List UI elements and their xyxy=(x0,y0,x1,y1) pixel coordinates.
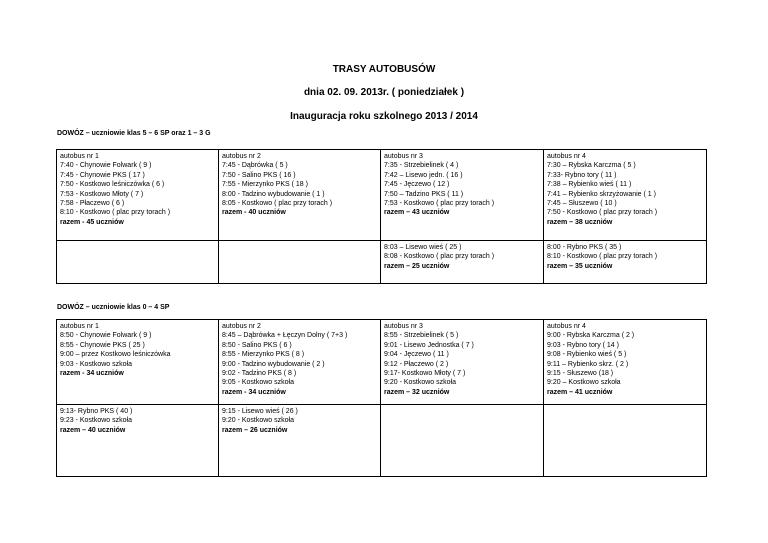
bus-cell-empty xyxy=(381,405,544,477)
stop-line: 9:03 - Rybno tory ( 14 ) xyxy=(547,341,619,349)
table-row xyxy=(57,320,707,405)
stop-line: 8:08 - Kostkowo ( plac przy torach ) xyxy=(384,253,495,261)
bus-total: razem – 26 uczniów xyxy=(222,426,288,434)
stop-line: 7:45 - Jęczewo ( 12 ) xyxy=(384,181,450,189)
stop-line: 8:55 - Mierzynko PKS ( 8 ) xyxy=(222,351,305,359)
stop-line: 9:02 - Tadzino PKS ( 8 ) xyxy=(222,370,297,378)
bus-total: razem - 45 uczniów xyxy=(60,218,124,226)
stop-line: 7:35 - Strzebielinek ( 4 ) xyxy=(384,162,459,170)
stop-line: 9:15 - Słuszewo (18 ) xyxy=(547,370,614,378)
document-date: dnia 02. 09. 2013r. ( poniedziałek ) xyxy=(303,87,465,98)
stop-line: 7:50 – Tadzino PKS ( 11 ) xyxy=(384,190,464,198)
document-occasion: Inauguracja roku szkolnego 2013 / 2014 xyxy=(290,111,478,122)
bus-cell xyxy=(381,241,544,284)
bus-cell xyxy=(219,405,381,477)
stop-line: 7:41 – Rybienko skrzyżowanie ( 1 ) xyxy=(547,190,656,198)
bus-title: autobus nr 3 xyxy=(384,323,423,330)
stop-line: 7:45 - Dąbrówka ( 5 ) xyxy=(222,162,288,170)
bus-cell-empty xyxy=(57,241,219,284)
stop-line: 8:05 - Kostkowo ( plac przy torach ) xyxy=(222,200,333,208)
stop-line: 8:50 - Chynowie Folwark ( 9 ) xyxy=(60,332,152,340)
stop-line: 7:50 - Salino PKS ( 16 ) xyxy=(222,171,296,179)
bus-cell xyxy=(544,320,707,405)
bus-total: razem - 34 uczniów xyxy=(222,388,286,396)
stop-line: 9:05 - Kostkowo szkoła xyxy=(222,379,294,387)
stop-line: 8:10 - Kostkowo ( plac przy torach ) xyxy=(547,253,658,261)
bus-cell xyxy=(219,150,381,241)
stop-line: 9:00 - Rybska Karczma ( 2 ) xyxy=(547,332,635,340)
bus-title: autobus nr 4 xyxy=(547,323,586,330)
stop-line: 9:00 - Tadzino wybudowanie ( 2 ) xyxy=(222,360,325,368)
bus-total: razem - 34 uczniów xyxy=(60,370,124,378)
stop-line: 8:10 - Kostkowo ( plac przy torach ) xyxy=(60,209,171,217)
stop-line: 8:50 - Salino PKS ( 6 ) xyxy=(222,341,292,349)
section-heading-grades-5-6: DOWÓZ – uczniowie klas 5 – 6 SP oraz 1 – 3 G xyxy=(57,130,211,137)
stop-line: 7:38 – Rybienko wieś ( 11 ) xyxy=(547,181,632,189)
bus-cell xyxy=(57,405,219,477)
stop-line: 9:20 - Kostkowo szkoła xyxy=(384,379,456,387)
bus-total: razem – 32 uczniów xyxy=(384,388,450,396)
document-title: TRASY AUTOBUSÓW xyxy=(332,64,436,75)
bus-total: razem – 40 uczniów xyxy=(60,426,126,434)
schedule-table-grades-0-4 xyxy=(56,319,707,477)
stop-line: 8:00 - Tadzino wybudowanie ( 1 ) xyxy=(222,190,325,198)
bus-total: razem – 41 uczniów xyxy=(547,388,613,396)
stop-line: 7:55 - Mierzynko PKS ( 18 ) xyxy=(222,181,308,189)
stop-line: 7:45 - Chynowie PKS ( 17 ) xyxy=(60,171,145,179)
bus-title: autobus nr 1 xyxy=(60,323,99,330)
bus-total: razem – 38 uczniów xyxy=(547,218,613,226)
bus-title: autobus nr 2 xyxy=(222,153,261,160)
stop-line: 9:00 – przez Kostkowo leśniczówka xyxy=(60,351,171,359)
stop-line: 8:00 - Rybno PKS ( 35 ) xyxy=(547,244,622,251)
bus-cell-empty xyxy=(219,241,381,284)
table-row xyxy=(57,150,707,241)
table-row xyxy=(57,405,707,477)
stop-line: 9:03 - Kostkowo szkoła xyxy=(60,360,132,368)
bus-total: razem – 35 uczniów xyxy=(547,262,613,270)
stop-line: 7:53 - Kostkowo ( plac przy torach ) xyxy=(384,200,495,208)
stop-line: 7:33- Rybno tory ( 11 ) xyxy=(547,171,617,179)
stop-line: 9:20 - Kostkowo szkoła xyxy=(222,417,294,425)
bus-cell xyxy=(57,320,219,405)
bus-title: autobus nr 3 xyxy=(384,153,423,160)
bus-total: razem - 40 uczniów xyxy=(222,209,286,217)
stop-line: 9:17- Kostkowo Młoty ( 7 ) xyxy=(384,370,466,378)
bus-total: razem – 43 uczniów xyxy=(384,209,450,217)
stop-line: 9:13- Rybno PKS ( 40 ) xyxy=(60,408,133,415)
bus-title: autobus nr 4 xyxy=(547,153,586,160)
bus-cell xyxy=(57,150,219,241)
bus-cell xyxy=(381,320,544,405)
bus-cell xyxy=(219,320,381,405)
bus-title: autobus nr 1 xyxy=(60,153,99,160)
bus-cell xyxy=(544,241,707,284)
bus-cell-empty xyxy=(544,405,707,477)
stop-line: 9:01 - Lisewo Jednostka ( 7 ) xyxy=(384,341,474,349)
stop-line: 7:53 - Kostkowo Młoty ( 7 ) xyxy=(60,190,144,198)
stop-line: 7:40 - Chynowie Folwark ( 9 ) xyxy=(60,162,152,170)
bus-cell xyxy=(381,150,544,241)
bus-cell xyxy=(544,150,707,241)
stop-line: 9:23 - Kostkowo szkoła xyxy=(60,417,132,425)
stop-line: 7:50 - Kostkowo leśniczówka ( 6 ) xyxy=(60,181,165,189)
table-row xyxy=(57,241,707,284)
stop-line: 8:45 – Dąbrówka + Łęczyn Dolny ( 7+3 ) xyxy=(222,332,348,340)
stop-line: 7:30 – Rybska Karczma ( 5 ) xyxy=(547,162,636,170)
bus-title: autobus nr 2 xyxy=(222,323,261,330)
stop-line: 8:55 - Chynowie PKS ( 25 ) xyxy=(60,341,145,349)
schedule-table-grades-5-6 xyxy=(56,149,707,284)
stop-line: 7:50 - Kostkowo ( plac przy torach ) xyxy=(547,209,658,217)
stop-line: 9:15 - Lisewo wieś ( 26 ) xyxy=(222,408,298,415)
stop-line: 9:20 – Kostkowo szkoła xyxy=(547,379,621,387)
stop-line: 7:45 – Słuszewo ( 10 ) xyxy=(547,200,617,208)
stop-line: 7:58 - Płaczewo ( 6 ) xyxy=(60,200,125,208)
stop-line: 7:42 – Lisewo jedn. ( 16 ) xyxy=(384,171,463,179)
stop-line: 8:03 – Lisewo wieś ( 25 ) xyxy=(384,244,462,251)
stop-line: 9:04 - Jęczewo ( 11 ) xyxy=(384,351,449,359)
stop-line: 9:08 - Rybienko wieś ( 5 ) xyxy=(547,351,627,359)
stop-line: 9:12 - Płaczewo ( 2 ) xyxy=(384,360,449,368)
bus-total: razem – 25 uczniów xyxy=(384,262,450,270)
stop-line: 8:55 - Strzebielinek ( 5 ) xyxy=(384,332,459,340)
section-heading-grades-0-4: DOWÓZ – uczniowie klas 0 – 4 SP xyxy=(57,304,170,311)
stop-line: 9:11 – Rybienko skrz. ( 2 ) xyxy=(547,360,629,368)
